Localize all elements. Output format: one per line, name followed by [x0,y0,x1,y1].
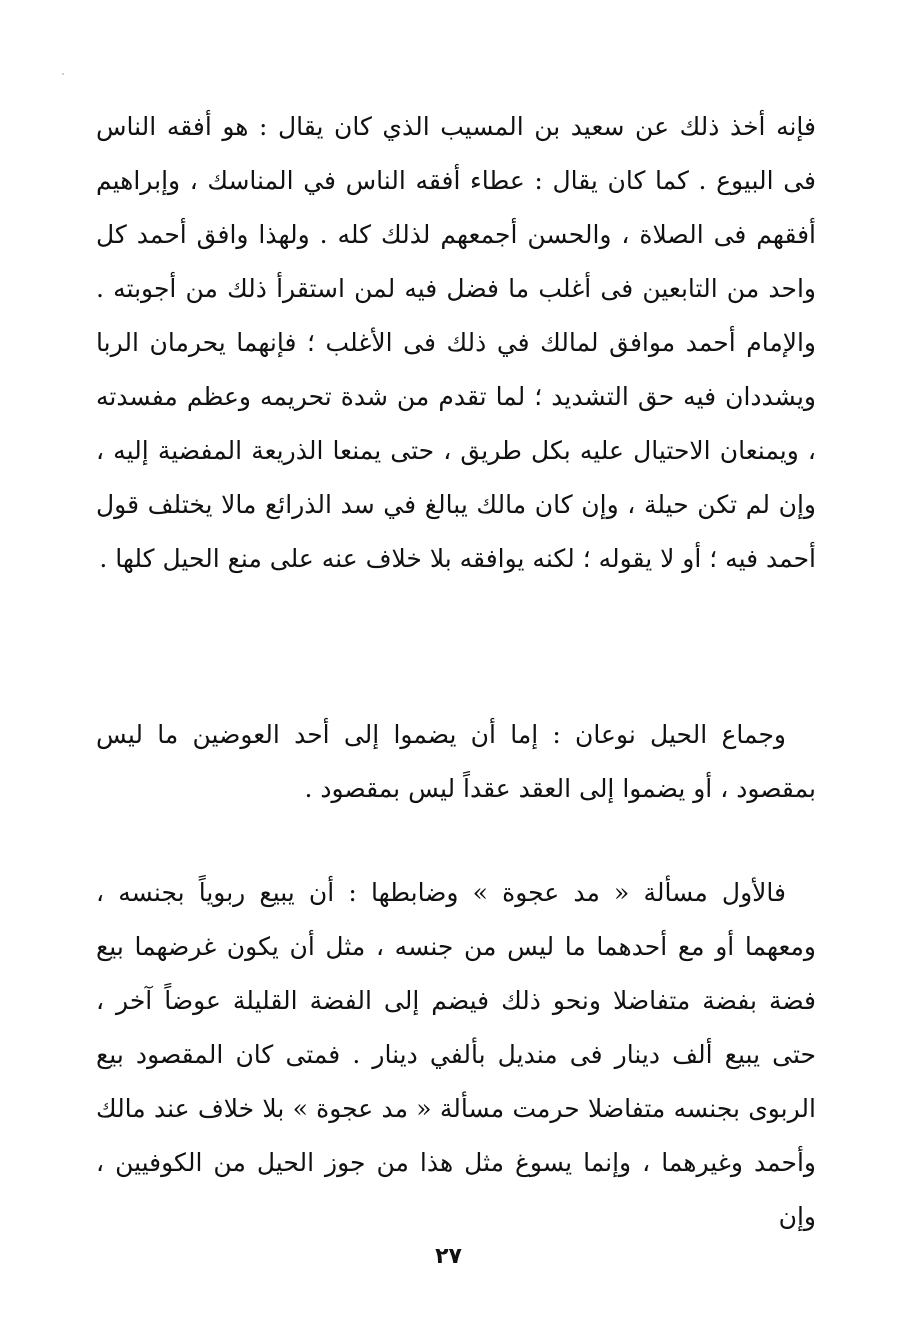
paragraph-text: وجماع الحيل نوعان : إما أن يضموا إلى أحد العوضين ما ليس بمقصود ، أو يضموا إلى العقد عقداً ليس بمقصود . [96,720,816,803]
paragraph-text: فالأول مسألة « مد عجوة » وضابطها : أن يبيع ربوياً بجنسه ، ومعهما أو مع أحدهما ما ليس من جنسه ، مثل أن يكون غرضهما بيع فضة بفضة متفاضلا ونحو ذلك فيضم إلى الفضة القليلة عوضاً آخر ، حتى يبيع ألف دينار فى منديل بألفي دينار . فمتى كان المقصود بيع الربوى بجنسه متفاضلا حرمت مسألة « مد عجوة » بلا خلاف عند مالك وأحمد وغيرهما ، وإنما يسوغ مثل هذا من جوز الحيل من الكوفيين ، وإن [96,878,816,1231]
scan-speck [62,73,64,75]
paragraph-text: فإنه أخذ ذلك عن سعيد بن المسيب الذي كان يقال : هو أفقه الناس فى البيوع . كما كان يقال : عطاء أفقه الناس في المناسك ، وإبراهيم أفقهم فى الصلاة ، والحسن أجمعهم لذلك كله . ولهذا وافق أحمد كل واحد من التابعين فى أغلب ما فضل فيه لمن استقرأ ذلك من أجوبته . والإمام أحمد موافق لمالك في ذلك فى الأغلب ؛ فإنهما يحرمان الربا ويشددان فيه حق التشديد ؛ لما تقدم من شدة تحريمه وعظم مفسدته ، ويمنعان الاحتيال عليه بكل طريق ، حتى يمنعا الذريعة المفضية إليه ، وإن لم تكن حيلة ، وإن كان مالك يبالغ في سد الذرائع مالا يختلف قول أحمد فيه ؛ أو لا يقوله ؛ لكنه يوافقه بلا خلاف عنه على منع الحيل كلها . [96,112,816,573]
paragraph-3 [96,866,816,1244]
page-number: ٢٧ [435,1244,462,1269]
paragraph-2 [96,708,816,816]
paragraph-1 [96,100,816,586]
